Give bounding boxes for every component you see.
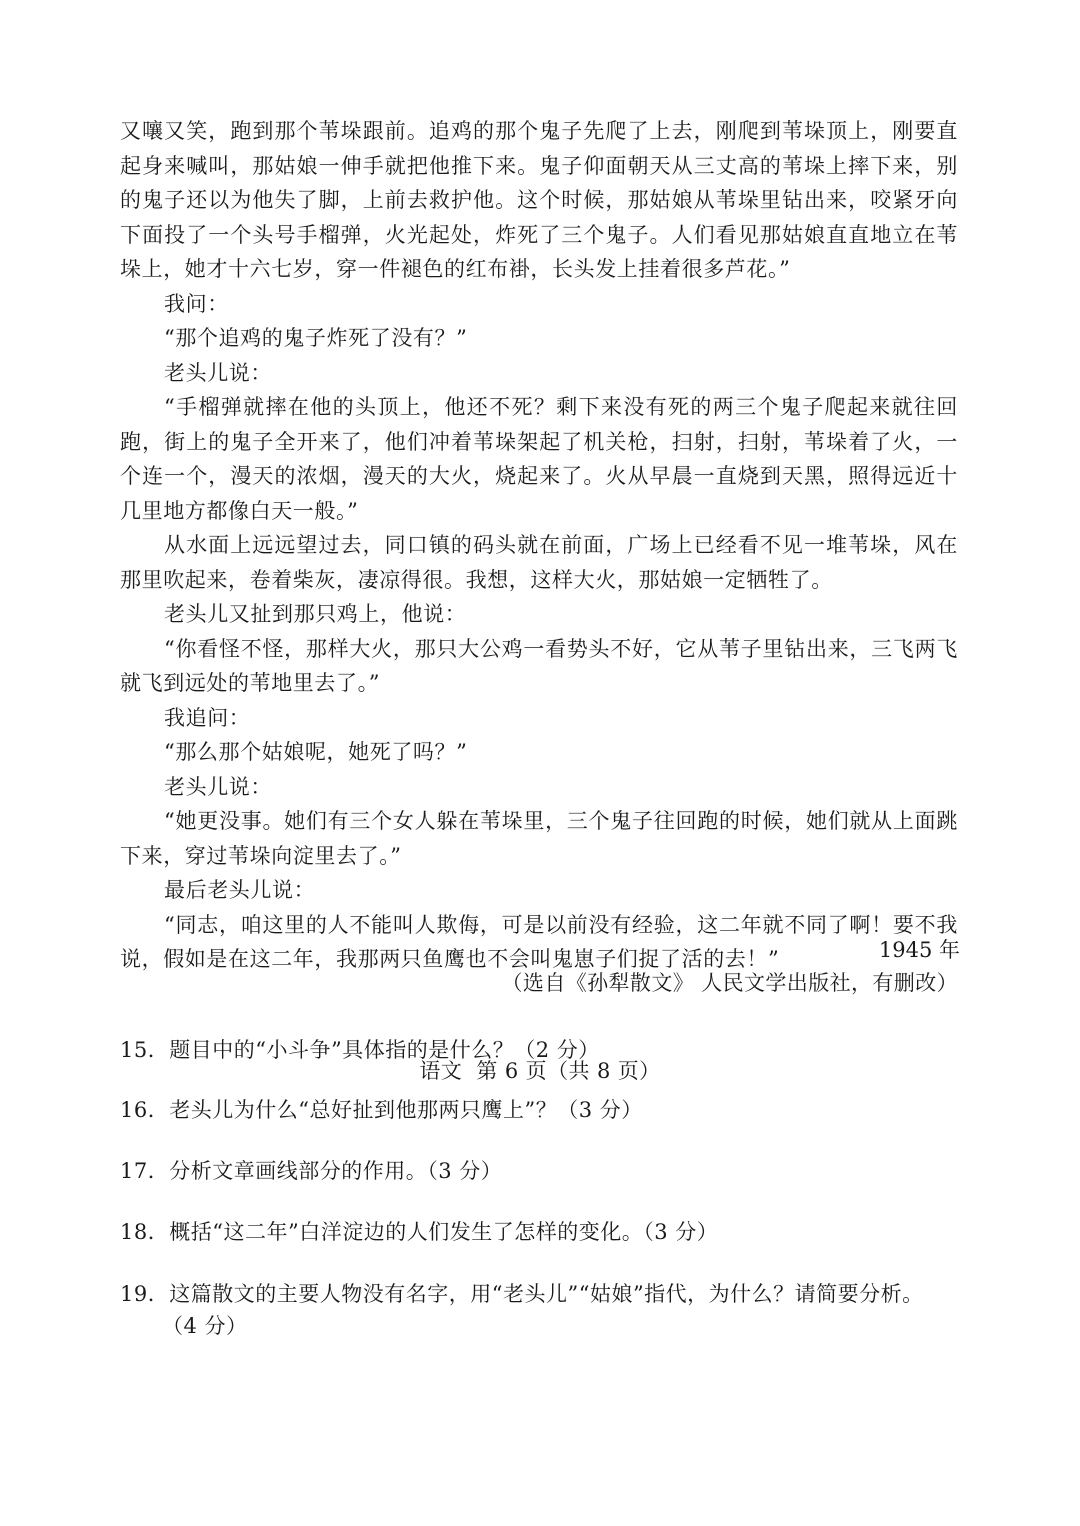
question-number: 15． [120, 1038, 170, 1062]
question-19 [120, 1278, 960, 1342]
question-text: 这篇散文的主要人物没有名字，用“老头儿”“姑娘”指代，为什么？请简要分析。 [169, 1282, 924, 1306]
question-text: 题目中的“小斗争”具体指的是什么？（2 分） [169, 1038, 600, 1062]
passage-paragraph: “她更没事。她们有三个女人躲在苇垛里，三个鬼子往回跑的时候，她们就从上面跳下来，穿过苇垛向淀里去了。” [120, 809, 958, 868]
passage-paragraph: “你看怪不怪，那样大火，那只大公鸡一看势头不好，它从苇子里钻出来，三飞两飞就飞到远处的苇地里去了。” [120, 636, 958, 695]
passage-paragraph: 老头儿又扯到那只鸡上，他说： [164, 602, 467, 626]
reading-passage [120, 114, 958, 977]
question-points: （4 分） [162, 1314, 248, 1338]
question-18 [120, 1216, 960, 1248]
passage-paragraph: “那么那个姑娘呢，她死了吗？” [164, 740, 468, 764]
passage-date: 1945 年 [878, 938, 960, 962]
question-16 [120, 1094, 960, 1126]
passage-paragraph: “那个追鸡的鬼子炸死了没有？” [164, 326, 468, 350]
footer-subject: 语文 [419, 1059, 463, 1083]
passage-paragraph: 从水面上远远望过去，同口镇的码头就在前面，广场上已经看不见一堆苇垛，风在那里吹起来，卷着柴灰，凄凉得很。我想，这样大火，那姑娘一定牺牲了。 [120, 533, 958, 592]
passage-paragraph: 我追问： [164, 705, 251, 730]
passage-paragraph: 老头儿说： [164, 360, 272, 385]
question-text: 概括“这二年”白洋淀边的人们发生了怎样的变化。（3 分） [169, 1220, 719, 1244]
passage-source: （选自《孙犁散文》 人民文学出版社，有删改） [501, 971, 958, 995]
passage-paragraph: “手榴弹就摔在他的头顶上，他还不死？剩下来没有死的两三个鬼子爬起来就往回跑，街上的鬼子全开来了，他们冲着苇垛架起了机关枪，扫射，扫射，苇垛着了火，一个连一个，漫天的浓烟，漫天的大火，烧起来了。火从早晨一直烧到天黑，照得远近十几里地方都像白天一般。” [120, 395, 958, 523]
passage-paragraph: 又嚷又笑，跑到那个苇垛跟前。追鸡的那个鬼子先爬了上去，刚爬到苇垛顶上，刚要直起身来喊叫，那姑娘一伸手就把他推下来。鬼子仰面朝天从三丈高的苇垛上摔下来，别的鬼子还以为他失了脚，上前去救护他。这个时候，那姑娘从苇垛里钻出来，咬紧牙向下面投了一个头号手榴弹，火光起处，炸死了三个鬼子。人们看见那姑娘直直地立在苇垛上，她才十六七岁，穿一件褪色的红布褂，长头发上挂着很多芦花。” [120, 119, 958, 281]
question-text: 老头儿为什么“总好扯到他那两只鹰上”？（3 分） [169, 1098, 643, 1122]
question-17 [120, 1155, 960, 1187]
question-number: 16． [120, 1098, 170, 1122]
question-number: 19． [120, 1282, 170, 1306]
passage-paragraph: 我问： [164, 291, 229, 316]
question-number: 18． [120, 1220, 170, 1244]
page-footer [0, 1056, 1080, 1086]
question-number: 17． [120, 1159, 170, 1183]
footer-page-number: 第 6 页（共 8 页） [476, 1059, 661, 1083]
passage-paragraph: 老头儿说： [164, 774, 272, 799]
question-text: 分析文章画线部分的作用。（3 分） [169, 1159, 503, 1183]
passage-paragraph: 最后老头儿说： [164, 878, 316, 902]
passage-paragraph: “同志，咱这里的人不能叫人欺侮，可是以前没有经验，这二年就不同了啊！要不我说，假如是在这二年，我那两只鱼鹰也不会叫鬼崽子们捉了活的去！” [120, 912, 958, 971]
